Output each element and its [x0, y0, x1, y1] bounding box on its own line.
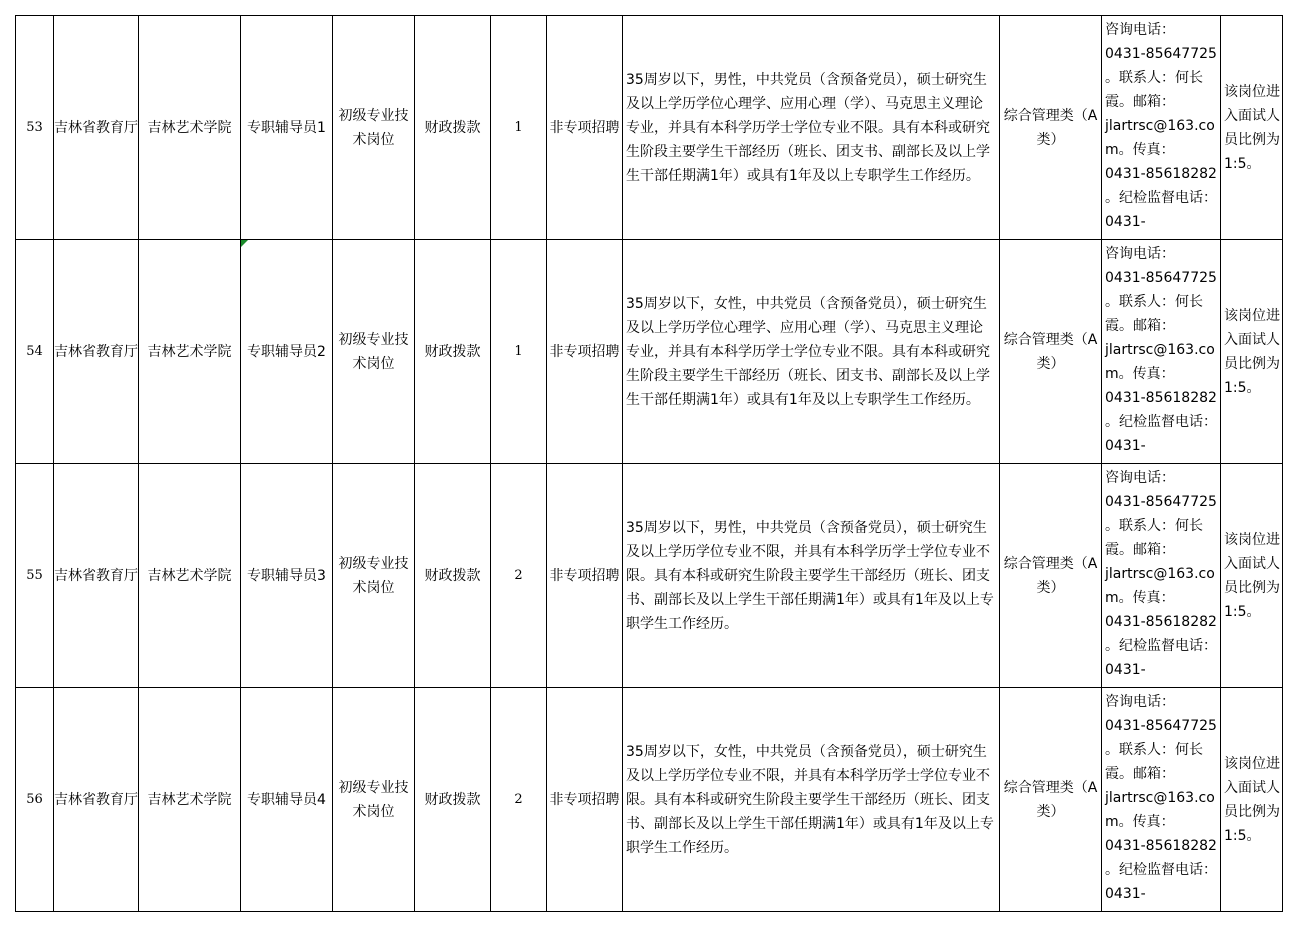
- position-text: 专职辅导员2: [247, 343, 326, 360]
- funding-cell[interactable]: 财政拨款: [415, 688, 491, 912]
- note-cell[interactable]: 该岗位进入面试人员比例为1:5。: [1221, 16, 1283, 240]
- requirements-cell[interactable]: 35周岁以下，男性，中共党员（含预备党员），硕士研究生及以上学历学位专业不限，并具有本科学历学士学位专业不限。具有本科或研究生阶段主要学生干部经历（班长、团支书、副部长及以上学生干部任期满1年）或具有1年及以上专职学生工作经历。: [623, 464, 1000, 688]
- unit-cell[interactable]: 吉林艺术学院: [139, 464, 241, 688]
- funding-cell[interactable]: 财政拨款: [415, 464, 491, 688]
- requirements-cell[interactable]: 35周岁以下，男性，中共党员（含预备党员），硕士研究生及以上学历学位心理学、应用心理（学）、马克思主义理论专业，并具有本科学历学士学位专业不限。具有本科或研究生阶段主要学生干部经历（班长、团支书、副部长及以上学生干部任期满1年）或具有1年及以上专职学生工作经历。: [623, 16, 1000, 240]
- position-cell[interactable]: [241, 240, 333, 464]
- count-cell[interactable]: 1: [491, 16, 547, 240]
- exam-type-cell[interactable]: 综合管理类（A类）: [1000, 464, 1102, 688]
- department-cell[interactable]: 吉林省教育厅: [54, 688, 139, 912]
- unit-cell[interactable]: 吉林艺术学院: [139, 688, 241, 912]
- requirements-cell[interactable]: 35周岁以下，女性，中共党员（含预备党员），硕士研究生及以上学历学位专业不限，并具有本科学历学士学位专业不限。具有本科或研究生阶段主要学生干部经历（班长、团支书、副部长及以上学生干部任期满1年）或具有1年及以上专职学生工作经历。: [623, 688, 1000, 912]
- comment-marker-icon: [241, 240, 248, 247]
- recruit-type-cell[interactable]: 非专项招聘: [547, 240, 623, 464]
- exam-type-cell[interactable]: 综合管理类（A类）: [1000, 688, 1102, 912]
- category-cell[interactable]: 初级专业技术岗位: [333, 688, 415, 912]
- row-number-cell[interactable]: 54: [16, 240, 54, 464]
- contact-cell[interactable]: 咨询电话： 0431-85647725 。联系人：何长霞。邮箱： jlartrsc@163.com。传真： 0431-85618282 。纪检监督电话：0431-: [1102, 16, 1221, 240]
- department-cell[interactable]: 吉林省教育厅: [54, 464, 139, 688]
- table-row: [16, 240, 1283, 464]
- exam-type-cell[interactable]: 综合管理类（A类）: [1000, 16, 1102, 240]
- department-cell[interactable]: 吉林省教育厅: [54, 240, 139, 464]
- department-cell[interactable]: 吉林省教育厅: [54, 16, 139, 240]
- recruit-type-cell[interactable]: 非专项招聘: [547, 16, 623, 240]
- position-cell[interactable]: 专职辅导员4: [241, 688, 333, 912]
- recruit-type-cell[interactable]: 非专项招聘: [547, 464, 623, 688]
- note-cell[interactable]: 该岗位进入面试人员比例为1:5。: [1221, 464, 1283, 688]
- contact-cell[interactable]: 咨询电话： 0431-85647725 。联系人：何长霞。邮箱： jlartrsc@163.com。传真： 0431-85618282 。纪检监督电话：0431-: [1102, 464, 1221, 688]
- category-cell[interactable]: 初级专业技术岗位: [333, 16, 415, 240]
- funding-cell[interactable]: 财政拨款: [415, 16, 491, 240]
- category-cell[interactable]: 初级专业技术岗位: [333, 464, 415, 688]
- position-cell[interactable]: 专职辅导员3: [241, 464, 333, 688]
- row-number-cell[interactable]: 56: [16, 688, 54, 912]
- count-cell[interactable]: 2: [491, 464, 547, 688]
- count-cell[interactable]: 2: [491, 688, 547, 912]
- table-row: [16, 688, 1283, 912]
- funding-cell[interactable]: 财政拨款: [415, 240, 491, 464]
- count-cell[interactable]: 1: [491, 240, 547, 464]
- exam-type-cell[interactable]: 综合管理类（A类）: [1000, 240, 1102, 464]
- note-cell[interactable]: 该岗位进入面试人员比例为1:5。: [1221, 240, 1283, 464]
- recruit-type-cell[interactable]: 非专项招聘: [547, 688, 623, 912]
- recruitment-table: [15, 15, 1283, 912]
- table-row: [16, 464, 1283, 688]
- requirements-cell[interactable]: 35周岁以下，女性，中共党员（含预备党员），硕士研究生及以上学历学位心理学、应用心理（学）、马克思主义理论专业，并具有本科学历学士学位专业不限。具有本科或研究生阶段主要学生干部经历（班长、团支书、副部长及以上学生干部任期满1年）或具有1年及以上专职学生工作经历。: [623, 240, 1000, 464]
- note-cell[interactable]: 该岗位进入面试人员比例为1:5。: [1221, 688, 1283, 912]
- unit-cell[interactable]: 吉林艺术学院: [139, 16, 241, 240]
- position-cell[interactable]: 专职辅导员1: [241, 16, 333, 240]
- contact-cell[interactable]: 咨询电话： 0431-85647725 。联系人：何长霞。邮箱： jlartrsc@163.com。传真： 0431-85618282 。纪检监督电话：0431-: [1102, 240, 1221, 464]
- row-number-cell[interactable]: 53: [16, 16, 54, 240]
- contact-cell[interactable]: 咨询电话： 0431-85647725 。联系人：何长霞。邮箱： jlartrsc@163.com。传真： 0431-85618282 。纪检监督电话：0431-: [1102, 688, 1221, 912]
- row-number-cell[interactable]: 55: [16, 464, 54, 688]
- table-row: [16, 16, 1283, 240]
- category-cell[interactable]: 初级专业技术岗位: [333, 240, 415, 464]
- unit-cell[interactable]: 吉林艺术学院: [139, 240, 241, 464]
